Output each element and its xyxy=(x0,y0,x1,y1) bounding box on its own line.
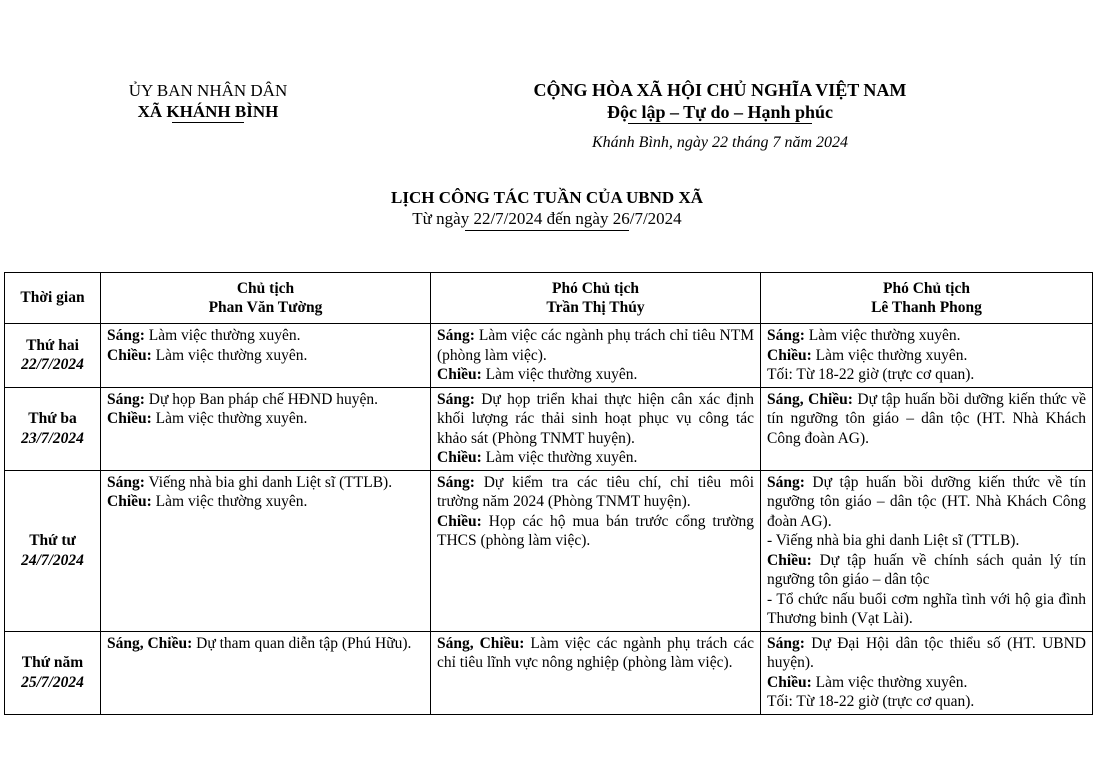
session-text: Làm việc thường xuyên. xyxy=(151,493,308,510)
day-cell xyxy=(5,470,101,631)
schedule-entry xyxy=(107,492,424,512)
schedule-entry xyxy=(767,473,1086,532)
session-label: Chiều: xyxy=(437,449,482,466)
issuer-line1: ỦY BAN NHÂN DÂN xyxy=(128,81,288,100)
session-text: Dự tập huấn về chính sách quản lý tín ngưỡng tôn giáo – dân tộc xyxy=(767,551,1086,588)
header-person: Phan Văn Tường xyxy=(208,299,323,316)
schedule-entry xyxy=(107,409,424,429)
session-label: Sáng, Chiều: xyxy=(767,390,853,408)
issuer-line2: XÃ KHÁNH BÌNH xyxy=(137,102,279,121)
schedule-cell xyxy=(431,324,761,388)
schedule-entry xyxy=(767,551,1086,590)
weekday-label: Thứ tư xyxy=(29,532,76,549)
session-text: Họp các hộ mua bán trước cổng trường THCS (phòng làm việc). xyxy=(437,512,754,549)
session-label: Sáng: xyxy=(437,473,475,491)
session-label: Chiều: xyxy=(107,493,152,510)
schedule-entry xyxy=(767,390,1086,449)
issuer-header xyxy=(96,80,320,123)
schedule-cell xyxy=(431,387,761,470)
motto-underline xyxy=(628,123,812,124)
day-cell xyxy=(5,631,101,714)
document-title-block xyxy=(300,187,794,231)
session-label: Chiều: xyxy=(107,410,152,427)
session-label: Chiều: xyxy=(767,346,812,364)
schedule-cell xyxy=(761,324,1093,388)
session-text: Dự tập huấn bồi dưỡng kiến thức về tín ngưỡng tôn giáo – dân tộc (HT. Nhà Khách Công đoàn AG). xyxy=(767,473,1086,530)
header-role: Phó Chủ tịch xyxy=(552,279,639,297)
session-label: Chiều: xyxy=(767,551,812,569)
schedule-cell xyxy=(761,387,1093,470)
session-text: Dự tham quan diễn tập (Phú Hữu). xyxy=(192,634,412,652)
day-date: 24/7/2024 xyxy=(21,551,84,569)
schedule-entry xyxy=(107,390,424,410)
session-text: Làm việc thường xuyên. xyxy=(481,366,638,383)
weekday-label: Thứ hai xyxy=(26,336,79,354)
session-label: Chiều: xyxy=(437,512,482,530)
day-cell xyxy=(5,387,101,470)
table-row xyxy=(5,631,1093,714)
session-label: Sáng: xyxy=(767,473,805,491)
session-label: Chiều: xyxy=(437,366,482,383)
schedule-entry xyxy=(107,634,424,654)
session-text: Làm việc thường xuyên. xyxy=(144,327,301,344)
table-row xyxy=(5,470,1093,631)
session-text: Làm việc thường xuyên. xyxy=(811,346,968,364)
schedule-entry xyxy=(437,448,754,468)
schedule-entry xyxy=(437,473,754,512)
session-text: Làm việc thường xuyên. xyxy=(804,327,961,344)
weekday-label: Thứ ba xyxy=(28,410,77,427)
title-underline xyxy=(465,230,629,231)
session-label: Sáng, Chiều: xyxy=(107,634,193,652)
header-chairman xyxy=(101,273,431,324)
session-text: Làm việc thường xuyên. xyxy=(811,673,968,691)
day-date: 25/7/2024 xyxy=(21,673,84,691)
session-label: Sáng: xyxy=(107,473,145,491)
document-subtitle: Từ ngày 22/7/2024 đến ngày 26/7/2024 xyxy=(412,209,682,228)
session-text: Dự Đại Hội dân tộc thiểu số (HT. UBND huyện). xyxy=(767,634,1086,671)
weekday-label: Thứ năm xyxy=(21,654,84,671)
session-text: Viếng nhà bia ghi danh Liệt sĩ (TTLB). xyxy=(144,473,393,491)
schedule-entry xyxy=(767,673,1086,693)
session-text: Làm việc các ngành phụ trách chỉ tiêu NTM (phòng làm việc). xyxy=(437,327,754,364)
document-title: LỊCH CÔNG TÁC TUẦN CỦA UBND XÃ xyxy=(390,188,704,207)
schedule-cell xyxy=(761,470,1093,631)
day-date: 22/7/2024 xyxy=(21,356,84,374)
session-text: Dự họp triển khai thực hiện cân xác định khối lượng rác thải sinh hoạt phục vụ công tác khảo sát (Phòng TNMT huyện). xyxy=(437,390,754,447)
session-label: Sáng: xyxy=(767,327,805,344)
session-text: Tối: Từ 18-22 giờ (trực cơ quan). xyxy=(767,366,975,383)
schedule-entry xyxy=(767,531,1086,551)
session-text: Dự tập huấn bồi dưỡng kiến thức về tín ngưỡng tôn giáo – dân tộc (HT. Nhà Khách Công đoàn AG). xyxy=(767,390,1086,447)
schedule-entry xyxy=(437,390,754,449)
session-text: - Viếng nhà bia ghi danh Liệt sĩ (TTLB). xyxy=(767,532,1020,549)
issuer-underline xyxy=(172,122,244,123)
schedule-table xyxy=(4,272,1093,715)
session-label: Chiều: xyxy=(767,673,812,691)
schedule-cell xyxy=(101,470,431,631)
header-time-label: Thời gian xyxy=(20,289,85,307)
table-header-row xyxy=(5,273,1093,324)
schedule-cell xyxy=(101,324,431,388)
session-label: Sáng: xyxy=(437,327,475,344)
national-header xyxy=(460,79,980,154)
header-role: Phó Chủ tịch xyxy=(883,279,970,297)
session-text: Dự họp Ban pháp chế HĐND huyện. xyxy=(144,390,379,408)
session-text: Làm việc các ngành phụ trách các chỉ tiêu lĩnh vực nông nghiệp (phòng làm việc). xyxy=(437,634,754,671)
schedule-entry xyxy=(437,512,754,551)
header-time xyxy=(5,273,101,324)
schedule-entry xyxy=(767,692,1086,712)
schedule-cell xyxy=(431,631,761,714)
header-vice-chair-1 xyxy=(431,273,761,324)
schedule-cell xyxy=(761,631,1093,714)
session-label: Sáng, Chiều: xyxy=(437,634,525,652)
day-date: 23/7/2024 xyxy=(21,429,84,447)
schedule-entry xyxy=(767,365,1086,385)
schedule-entry xyxy=(767,634,1086,673)
header-person: Trần Thị Thúy xyxy=(546,299,645,316)
schedule-entry xyxy=(107,473,424,493)
schedule-entry xyxy=(107,346,424,366)
table-row xyxy=(5,324,1093,388)
session-label: Sáng: xyxy=(107,327,145,344)
schedule-body xyxy=(5,324,1093,715)
session-text: - Tổ chức nấu buổi cơm nghĩa tình với hộ gia đình Thương binh (Vạt Lài). xyxy=(767,590,1086,627)
header-person: Lê Thanh Phong xyxy=(871,299,982,316)
header-vice-chair-2 xyxy=(761,273,1093,324)
day-cell xyxy=(5,324,101,388)
session-text: Làm việc thường xuyên. xyxy=(151,410,308,427)
document-date: Khánh Bình, ngày 22 tháng 7 năm 2024 xyxy=(592,134,848,151)
schedule-entry xyxy=(767,326,1086,346)
header-role: Chủ tịch xyxy=(236,279,295,297)
schedule-entry xyxy=(767,346,1086,366)
session-text: Dự kiểm tra các tiêu chí, chỉ tiêu môi trường năm 2024 (Phòng TNMT huyện). xyxy=(437,473,754,510)
table-row xyxy=(5,387,1093,470)
session-text: Làm việc thường xuyên. xyxy=(151,346,308,364)
session-text: Tối: Từ 18-22 giờ (trực cơ quan). xyxy=(767,693,975,710)
schedule-entry xyxy=(437,365,754,385)
schedule-entry xyxy=(437,634,754,673)
schedule-entry xyxy=(107,326,424,346)
national-motto: Độc lập – Tự do – Hạnh phúc xyxy=(606,102,834,122)
schedule-cell xyxy=(431,470,761,631)
schedule-entry xyxy=(437,326,754,365)
schedule-entry xyxy=(767,590,1086,629)
national-name: CỘNG HÒA XÃ HỘI CHỦ NGHĨA VIỆT NAM xyxy=(533,80,907,100)
session-label: Chiều: xyxy=(107,346,152,364)
session-label: Sáng: xyxy=(107,390,145,408)
session-text: Làm việc thường xuyên. xyxy=(481,449,638,466)
session-label: Sáng: xyxy=(767,634,805,652)
schedule-cell xyxy=(101,631,431,714)
schedule-cell xyxy=(101,387,431,470)
session-label: Sáng: xyxy=(437,390,475,408)
